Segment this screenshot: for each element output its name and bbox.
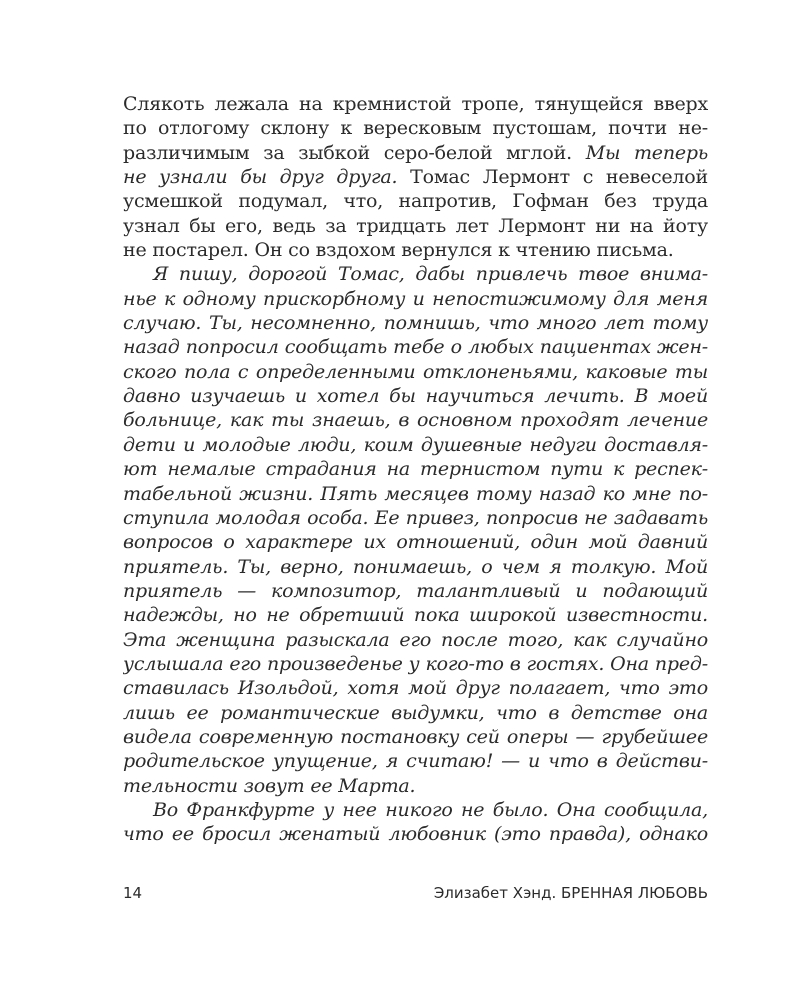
text-line: не постарел. Он со вздохом вернулся к чтению письма.	[123, 239, 674, 262]
text-segment: различимым за зыбкой серо-белой мглой.	[123, 141, 572, 164]
letter-line: надежды, но не обретший пока широкой известности.	[123, 604, 708, 627]
running-head: Элизабет Хэнд. БРЕННАЯ ЛЮБОВЬ	[433, 884, 708, 902]
letter-line: табельной жизни. Пять месяцев тому назад ко мне по-	[123, 482, 708, 505]
letter-line: тельности зовут ее Марта.	[123, 774, 416, 797]
text-line: по отлогому склону к вересковым пустошам, почти не-	[123, 117, 708, 140]
text-line	[123, 165, 708, 189]
letter-line: назад попросил сообщать тебе о любых пациентах жен-	[123, 336, 708, 359]
letter-line: нье к одному прискорбному и непостижимому для меня	[123, 287, 708, 310]
letter-line: видела современную постановку сей оперы — грубейшее	[123, 725, 708, 748]
text-line: усмешкой подумал, что, напротив, Гофман без труда	[123, 190, 708, 213]
text-line: Слякоть лежала на кремнистой тропе, тянущейся вверх	[123, 93, 708, 115]
letter-line: ставилась Изольдой, хотя мой друг полагает, что это	[123, 677, 708, 700]
letter-line: Эта женщина разыскала его после того, как случайно	[123, 628, 708, 651]
letter-line: лишь ее романтические выдумки, что в детстве она	[123, 701, 708, 724]
letter-line: случаю. Ты, несомненно, помнишь, что много лет тому	[123, 312, 708, 335]
letter-line: что ее бросил женатый любовник (это правда), однако	[123, 823, 708, 846]
letter-line: дети и молодые люди, коим душевные недуги доставля-	[123, 433, 708, 456]
text-line	[123, 141, 708, 165]
page-footer	[123, 884, 708, 908]
letter-line: ступила молодая особа. Ее привез, попросив не задавать	[123, 506, 708, 529]
page-number: 14	[123, 884, 143, 902]
letter-line: больнице, как ты знаешь, в основном проходят лечение	[123, 409, 708, 432]
letter-line: Во Франкфурте у нее никого не было. Она сообщила,	[153, 798, 708, 821]
body-text	[123, 92, 708, 847]
letter-line: родительское упущение, я считаю! — и что в действи-	[123, 750, 708, 773]
letter-line: ют немалые страдания на тернистом пути к респек-	[123, 458, 708, 481]
letter-line: приятель. Ты, верно, понимаешь, о чем я толкую. Мой	[123, 555, 708, 578]
text-line: узнал бы его, ведь за тридцать лет Лермонт ни на йоту	[123, 214, 708, 237]
letter-line: давно изучаешь и хотел бы научиться лечить. В моей	[123, 385, 708, 408]
italic-segment: не узнали бы друг друга.	[123, 166, 398, 189]
letter-line: услышала его произведенье у кого-то в гостях. Она пред-	[123, 652, 708, 675]
text-segment: Томас Лермонт с невеселой	[410, 166, 708, 189]
letter-line: приятель — композитор, талантливый и подающий	[123, 579, 708, 602]
letter-line: ского пола с определенными отклоненьями, каковые ты	[123, 360, 708, 383]
italic-segment: Мы теперь	[585, 141, 708, 164]
letter-line: вопросов о характере их отношений, один мой давний	[123, 531, 708, 554]
letter-line: Я пишу, дорогой Томас, дабы привлечь твое внима-	[153, 263, 708, 286]
